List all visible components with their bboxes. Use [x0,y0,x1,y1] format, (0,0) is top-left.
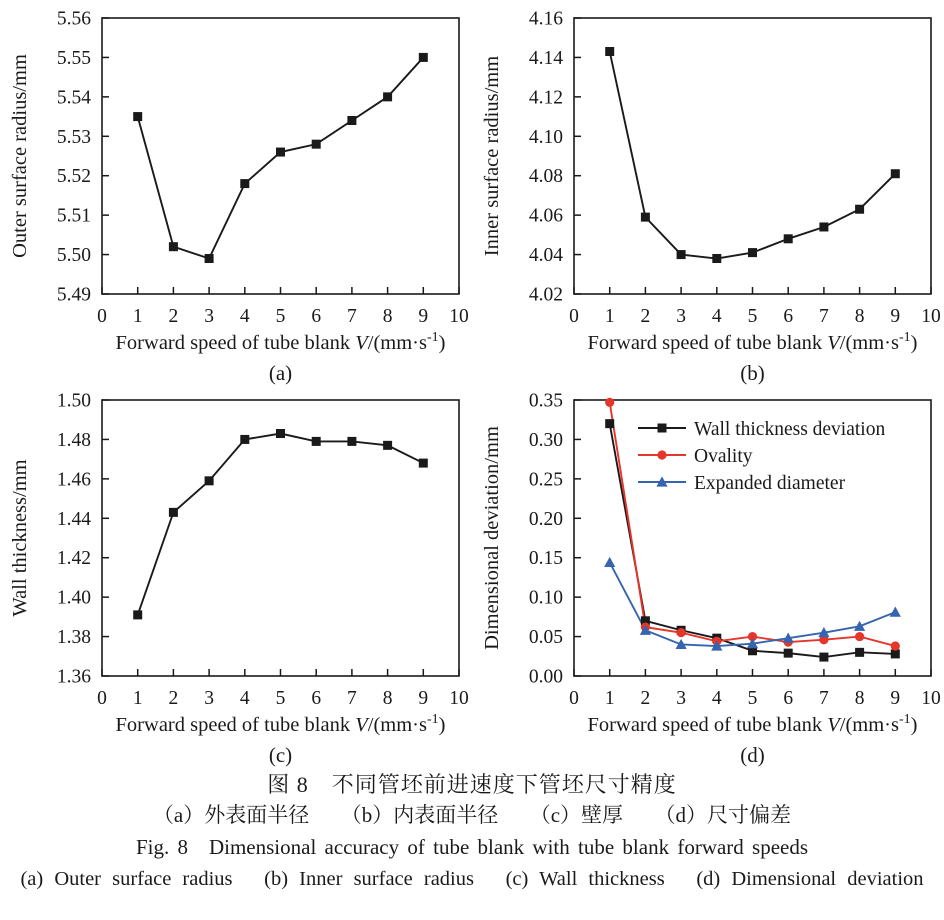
svg-text:0.30: 0.30 [528,429,563,451]
chart-panel-dimensional-deviation [472,382,944,768]
svg-text:Forward speed of tube blank V/: Forward speed of tube blank $V/(mm\cdot s^{-1})$ [115,712,446,736]
caption-en-title: Fig. 8 Dimensional accuracy of tube blank with tube blank forward speeds [135,835,809,859]
svg-text:(a): (a) [268,361,293,385]
svg-text:Expanded diameter: Expanded diameter [694,473,846,494]
svg-text:6: 6 [311,306,322,327]
svg-text:0: 0 [97,306,107,327]
svg-text:0.05: 0.05 [528,627,563,649]
svg-text:7: 7 [819,306,829,327]
svg-text:4.08: 4.08 [528,166,563,188]
svg-text:5.55: 5.55 [56,47,91,69]
svg-text:2: 2 [640,688,651,709]
svg-text:5.52: 5.52 [56,166,91,188]
svg-text:10: 10 [921,688,941,709]
svg-text:8: 8 [382,688,393,709]
chart-panel-wall-thickness [0,382,472,768]
svg-text:1.36: 1.36 [56,666,91,688]
svg-text:3: 3 [204,688,214,709]
svg-text:Dimensional deviation/mm: Dimensional deviation/mm [481,426,503,650]
svg-text:0.00: 0.00 [528,666,563,688]
svg-text:7: 7 [347,688,357,709]
chart-panel-inner-surface-radius [472,0,944,386]
svg-text:4.02: 4.02 [528,284,563,306]
svg-text:1.46: 1.46 [56,469,91,491]
chart-svg-a [0,0,472,386]
svg-text:1: 1 [604,306,615,327]
svg-text:4: 4 [239,306,250,327]
svg-text:1.42: 1.42 [56,548,91,570]
svg-text:0: 0 [569,688,579,709]
svg-text:1: 1 [132,306,143,327]
figure-captions [0,769,944,895]
caption-en-subtitle: (a) Outer surface radius (b) Inner surface radius (c) Wall thickness (d) Dimensional deviation [20,868,924,890]
svg-text:4.10: 4.10 [528,126,563,148]
svg-text:4: 4 [239,688,250,709]
svg-text:Ovality: Ovality [694,446,753,467]
svg-text:(d): (d) [740,743,765,767]
svg-text:4.16: 4.16 [528,8,563,30]
svg-text:9: 9 [890,306,901,327]
svg-text:4.12: 4.12 [528,87,563,109]
svg-text:3: 3 [676,688,686,709]
svg-text:1.38: 1.38 [56,627,91,649]
svg-text:5.51: 5.51 [56,205,91,227]
svg-text:5: 5 [747,306,758,327]
svg-text:5.54: 5.54 [56,87,91,109]
svg-text:Forward speed of tube blank V/: Forward speed of tube blank $V/(mm\cdot s^{-1})$ [587,330,918,354]
svg-text:Forward speed of tube blank V/: Forward speed of tube blank $V/(mm\cdot s^{-1})$ [115,330,446,354]
svg-text:0: 0 [569,306,579,327]
svg-text:7: 7 [347,306,357,327]
svg-text:6: 6 [311,688,322,709]
svg-text:1: 1 [604,688,615,709]
svg-text:1.48: 1.48 [56,429,91,451]
svg-text:1.44: 1.44 [56,508,91,530]
svg-text:Outer surface radius/mm: Outer surface radius/mm [9,54,31,258]
svg-text:9: 9 [890,688,901,709]
svg-text:5.49: 5.49 [56,284,91,306]
svg-text:5.53: 5.53 [56,126,91,148]
svg-text:4.04: 4.04 [528,245,563,267]
svg-text:4: 4 [711,688,722,709]
svg-text:0.35: 0.35 [528,390,563,412]
svg-text:3: 3 [676,306,686,327]
svg-text:1: 1 [132,688,143,709]
svg-text:10: 10 [449,688,469,709]
svg-text:0: 0 [97,688,107,709]
chart-svg-c [0,382,472,768]
svg-text:5: 5 [747,688,758,709]
svg-text:4: 4 [711,306,722,327]
svg-text:5: 5 [275,306,286,327]
svg-text:1.40: 1.40 [56,587,91,609]
svg-text:0.20: 0.20 [528,508,563,530]
svg-text:2: 2 [168,306,179,327]
svg-text:Wall thickness/mm: Wall thickness/mm [9,459,31,617]
svg-text:8: 8 [854,306,865,327]
svg-text:7: 7 [819,688,829,709]
chart-panel-outer-surface-radius [0,0,472,386]
svg-text:(b): (b) [740,361,765,385]
svg-text:6: 6 [783,688,794,709]
svg-text:5.50: 5.50 [56,245,91,267]
svg-text:4.14: 4.14 [528,47,563,69]
svg-text:Wall thickness deviation: Wall thickness deviation [694,419,886,440]
svg-text:9: 9 [418,688,429,709]
svg-text:9: 9 [418,306,429,327]
svg-text:0.15: 0.15 [528,548,563,570]
svg-text:8: 8 [854,688,865,709]
svg-text:(c): (c) [268,743,293,767]
svg-text:Inner surface radius/mm: Inner surface radius/mm [481,55,503,257]
svg-text:10: 10 [921,306,941,327]
svg-text:5: 5 [275,688,286,709]
svg-text:5.56: 5.56 [56,8,91,30]
svg-text:4.06: 4.06 [528,205,563,227]
svg-text:2: 2 [168,688,179,709]
svg-text:6: 6 [783,306,794,327]
svg-text:Forward speed of tube blank V/: Forward speed of tube blank $V/(mm\cdot s^{-1})$ [587,712,918,736]
caption-zh-title: 图 8 不同管坯前进速度下管坯尺寸精度 [267,772,677,797]
svg-text:3: 3 [204,306,214,327]
caption-zh-subtitle: （a）外表面半径 （b）内表面半径 （c）壁厚 （d）尺寸偏差 [152,803,792,827]
svg-text:0.25: 0.25 [528,469,563,491]
chart-svg-d [472,382,944,768]
svg-text:10: 10 [449,306,469,327]
chart-svg-b [472,0,944,386]
svg-text:8: 8 [382,306,393,327]
svg-text:1.50: 1.50 [56,390,91,412]
svg-text:0.10: 0.10 [528,587,563,609]
svg-text:2: 2 [640,306,651,327]
